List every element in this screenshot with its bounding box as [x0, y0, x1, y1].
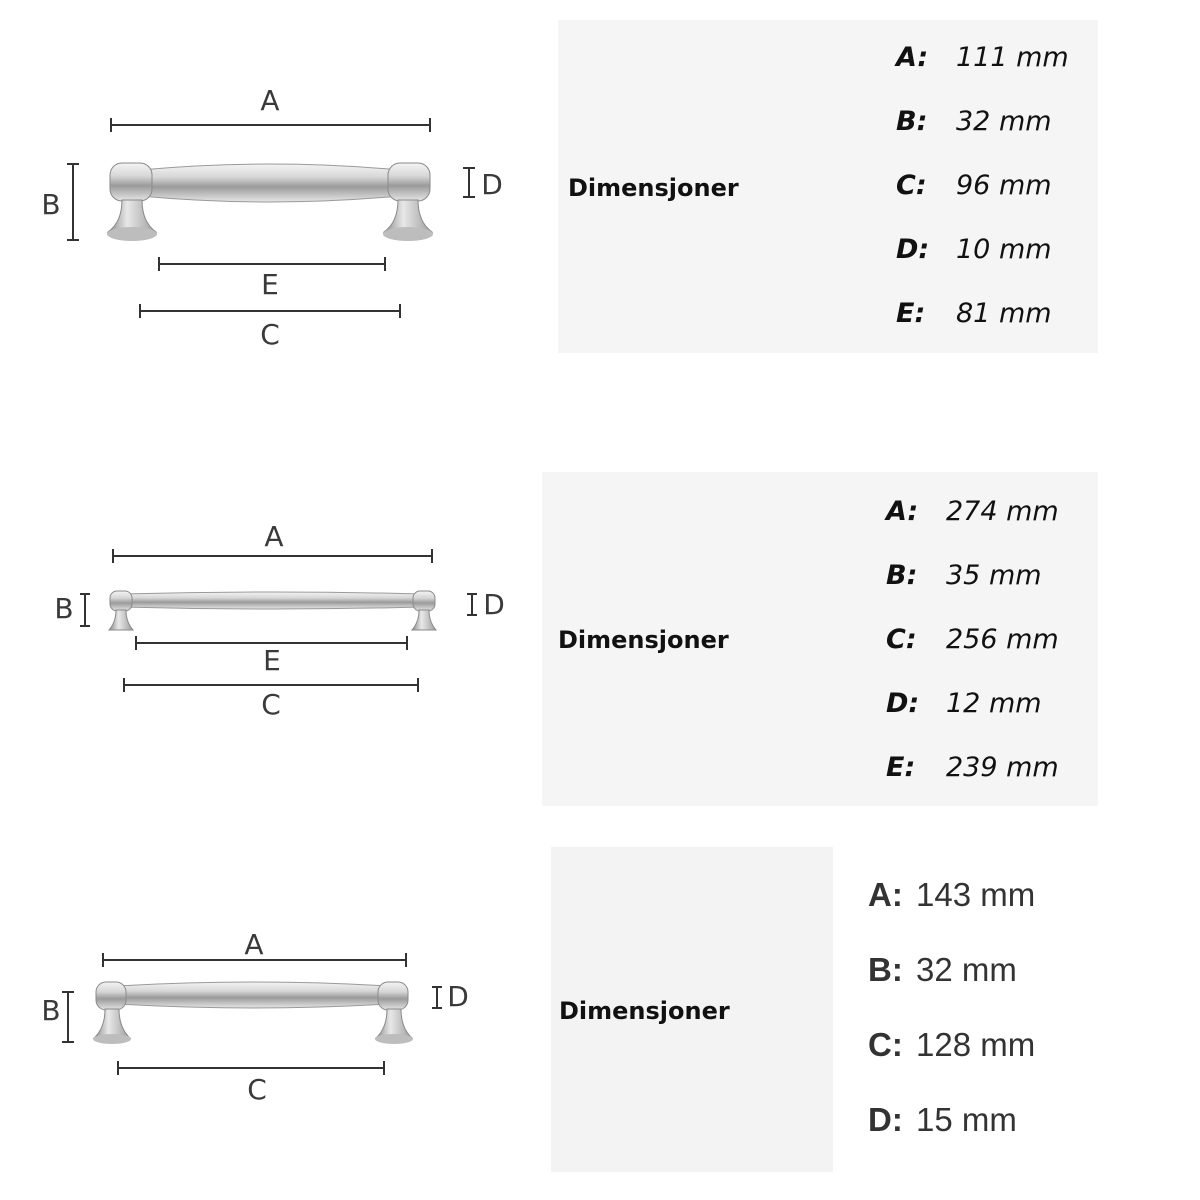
dimension-b	[41, 992, 74, 1042]
dimension-value: 32 mm	[916, 951, 1017, 988]
handle-illustration	[107, 163, 433, 241]
dimension-value: 35 mm	[946, 560, 1042, 591]
label-d: D	[447, 980, 469, 1013]
label-c: C	[261, 688, 281, 721]
dimension-value: 111 mm	[956, 42, 1069, 73]
dimension-c	[118, 1061, 384, 1106]
dimension-c	[140, 304, 400, 351]
dimension-a	[103, 928, 406, 967]
dimension-key: B:	[868, 951, 903, 988]
label-a: A	[260, 84, 280, 117]
dimension-a	[111, 84, 430, 132]
dimension-e	[159, 257, 385, 301]
label-c: C	[260, 318, 280, 351]
dimension-d	[467, 588, 505, 621]
dimension-e	[136, 636, 407, 677]
dimension-key: B:	[896, 106, 928, 137]
handle-diagram-1	[0, 0, 540, 380]
handle-diagram-2	[0, 500, 540, 740]
label-b: B	[41, 188, 61, 221]
dimension-a	[113, 520, 432, 563]
dimensions-title: Dimensjoner	[559, 997, 730, 1025]
dimension-key: C:	[896, 170, 927, 201]
label-d: D	[481, 168, 503, 201]
dimension-key: B:	[886, 560, 918, 591]
dimension-key: D:	[868, 1101, 903, 1138]
dimensions-panel-3	[551, 847, 833, 1172]
dimension-value: 32 mm	[956, 106, 1052, 137]
dimension-value: 128 mm	[916, 1026, 1036, 1063]
handle-diagram-3	[0, 900, 540, 1120]
label-d: D	[483, 588, 505, 621]
dimensions-title: Dimensjoner	[568, 174, 739, 202]
dimension-key: E:	[896, 298, 926, 329]
dimensions-panel-2	[542, 472, 1098, 806]
dimension-key: A:	[896, 42, 929, 73]
label-a: A	[244, 928, 264, 961]
dimension-value: 239 mm	[946, 752, 1059, 783]
label-c: C	[247, 1073, 267, 1106]
dimension-key: E:	[886, 752, 916, 783]
dimension-key: A:	[868, 876, 903, 913]
handle-illustration	[109, 591, 436, 630]
dimension-value: 10 mm	[956, 234, 1052, 265]
dimension-key: A:	[886, 496, 919, 527]
dimension-d	[432, 980, 469, 1013]
label-e: E	[263, 644, 281, 677]
dimension-key: C:	[868, 1026, 903, 1063]
dimension-value: 15 mm	[916, 1101, 1017, 1138]
dimension-value: 81 mm	[956, 298, 1052, 329]
handle-illustration	[93, 982, 413, 1044]
label-e: E	[261, 268, 279, 301]
dimension-value: 143 mm	[916, 876, 1036, 913]
dimension-value: 12 mm	[946, 688, 1042, 719]
dimension-c	[124, 678, 418, 721]
dimension-b	[41, 164, 79, 240]
dimension-value: 274 mm	[946, 496, 1059, 527]
dimension-key: D:	[886, 688, 920, 719]
dimension-d	[463, 168, 503, 201]
label-a: A	[264, 520, 284, 553]
dimension-key: D:	[896, 234, 930, 265]
label-b: B	[54, 592, 74, 625]
dimension-value: 96 mm	[956, 170, 1052, 201]
dimension-b	[54, 592, 90, 626]
dimension-key: C:	[886, 624, 917, 655]
dimension-value: 256 mm	[946, 624, 1059, 655]
dimensions-title: Dimensjoner	[558, 626, 729, 654]
label-b: B	[41, 994, 61, 1027]
dimensions-panel-1	[558, 20, 1098, 353]
